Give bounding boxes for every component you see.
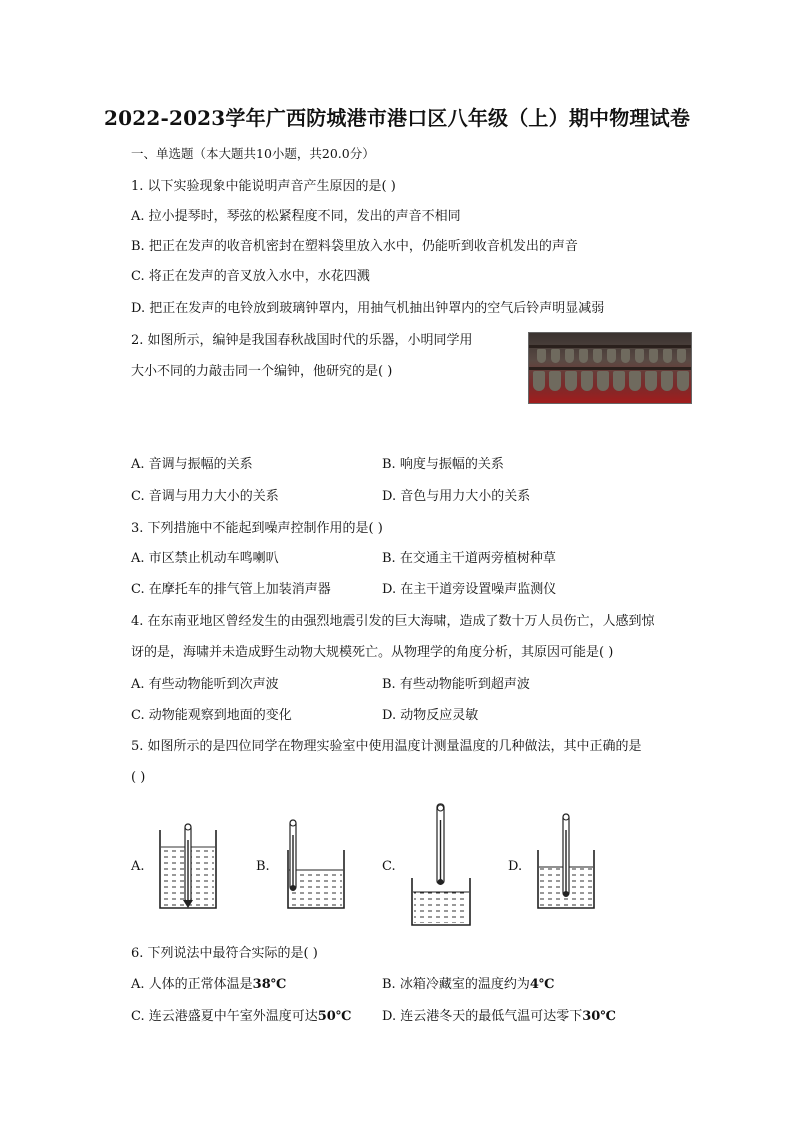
question-6-option-b-text: B. 冰箱冷藏室的温度约为 bbox=[382, 977, 530, 992]
question-4-option-d: D. 动物反应灵敏 bbox=[382, 708, 479, 723]
figure-label-d: D. bbox=[508, 859, 523, 874]
exam-title: 2022-2023学年广西防城港市港口区八年级（上）期中物理试卷 bbox=[103, 106, 691, 130]
question-6-option-a bbox=[131, 976, 286, 994]
question-3-option-a: A. 市区禁止机动车鸣喇叭 bbox=[131, 551, 279, 566]
beaker-c-diagram bbox=[412, 804, 470, 925]
question-6-option-d bbox=[382, 1008, 616, 1026]
beaker-a-diagram bbox=[160, 824, 216, 908]
question-6-option-b-value: 4℃ bbox=[529, 977, 555, 992]
question-2-option-b: B. 响度与振幅的关系 bbox=[382, 457, 504, 472]
question-6-option-b bbox=[382, 976, 554, 994]
question-2-stem-line2: 大小不同的力敲击同一个编钟，他研究的是( ) bbox=[131, 364, 393, 379]
figure-label-c: C. bbox=[382, 859, 396, 874]
question-6-option-a-text: A. 人体的正常体温是 bbox=[131, 977, 253, 992]
question-6-option-d-text: D. 连云港冬天的最低气温可达零下 bbox=[382, 1009, 583, 1024]
question-3-option-d: D. 在主干道旁设置噪声监测仪 bbox=[382, 582, 557, 597]
question-4-option-b: B. 有些动物能听到超声波 bbox=[382, 677, 530, 692]
question-5-stem-line2: ( ) bbox=[131, 770, 146, 785]
question-6-stem: 6. 下列说法中最符合实际的是( ) bbox=[131, 946, 318, 961]
question-6-option-d-value: 30℃ bbox=[582, 1009, 616, 1024]
question-1-option-d: D. 把正在发声的电铃放到玻璃钟罩内，用抽气机抽出钟罩内的空气后铃声明显减弱 bbox=[131, 301, 605, 316]
question-1-option-c: C. 将正在发声的音叉放入水中，水花四溅 bbox=[131, 269, 370, 284]
question-1-option-b: B. 把正在发声的收音机密封在塑料袋里放入水中，仍能听到收音机发出的声音 bbox=[131, 239, 578, 254]
question-6-option-c bbox=[131, 1008, 351, 1026]
question-4-stem-line1: 4. 在东南亚地区曾经发生的由强烈地震引发的巨大海啸，造成了数十万人员伤亡，人感到惊 bbox=[131, 614, 655, 629]
section-heading: 一、单选题（本大题共10小题，共20.0分） bbox=[131, 146, 375, 161]
question-2-option-d: D. 音色与用力大小的关系 bbox=[382, 489, 531, 504]
question-1-option-a: A. 拉小提琴时，琴弦的松紧程度不同，发出的声音不相同 bbox=[131, 209, 461, 224]
beaker-d-diagram bbox=[538, 814, 594, 908]
bianzhong-photo bbox=[528, 332, 692, 404]
question-6-option-c-value: 50℃ bbox=[317, 1009, 352, 1024]
question-4-option-c: C. 动物能观察到地面的变化 bbox=[131, 708, 292, 723]
question-6-option-c-text: C. 连云港盛夏中午室外温度可达 bbox=[131, 1009, 318, 1024]
question-3-option-c: C. 在摩托车的排气管上加装消声器 bbox=[131, 582, 331, 597]
question-2-option-c: C. 音调与用力大小的关系 bbox=[131, 489, 279, 504]
figure-label-b: B. bbox=[256, 859, 270, 874]
question-4-stem-line2: 讶的是，海啸并未造成野生动物大规模死亡。从物理学的角度分析，其原因可能是( ) bbox=[131, 645, 614, 660]
question-4-option-a: A. 有些动物能听到次声波 bbox=[131, 677, 279, 692]
figure-label-a: A. bbox=[131, 859, 145, 874]
beaker-b-diagram bbox=[288, 820, 344, 908]
question-2-stem-line1: 2. 如图所示，编钟是我国春秋战国时代的乐器，小明同学用 bbox=[131, 333, 473, 348]
question-5-stem-line1: 5. 如图所示的是四位同学在物理实验室中使用温度计测量温度的几种做法，其中正确的是 bbox=[131, 739, 642, 754]
question-3-stem: 3. 下列措施中不能起到噪声控制作用的是( ) bbox=[131, 521, 383, 536]
thermometer-figures bbox=[140, 800, 630, 935]
question-3-option-b: B. 在交通主干道两旁植树种草 bbox=[382, 551, 556, 566]
question-1-stem: 1. 以下实验现象中能说明声音产生原因的是( ) bbox=[131, 179, 396, 194]
question-6-option-a-value: 38℃ bbox=[252, 977, 287, 992]
question-2-option-a: A. 音调与振幅的关系 bbox=[131, 457, 253, 472]
